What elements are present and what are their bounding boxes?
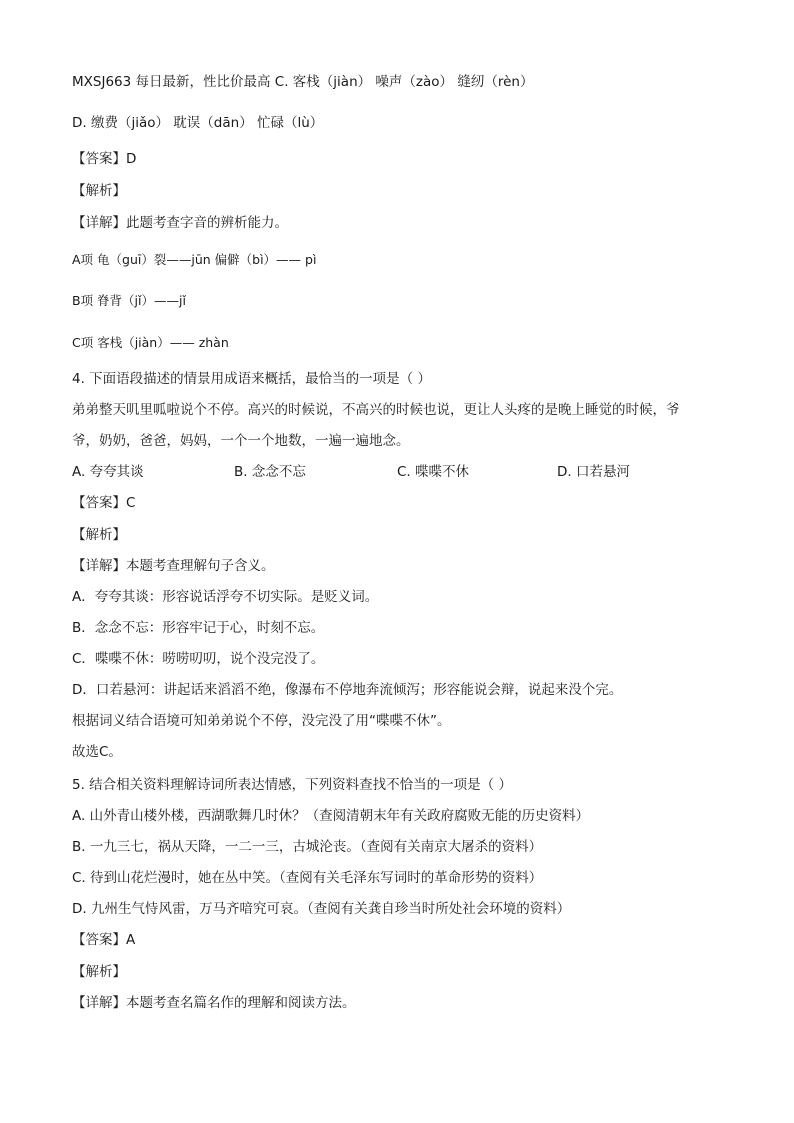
option-c-line: MXSJ663 每日最新，性比价最高 C. 客栈（jiàn） 噪声（zào） 缝纫（rèn） (72, 74, 534, 90)
question-4-option-b: B. 念念不忘 (234, 464, 306, 480)
question-4-option-a: A. 夸夸其谈 (72, 464, 144, 480)
question-4-option-d: D. 口若悬河 (557, 464, 630, 480)
analysis-label-3: 【解析】 (72, 964, 126, 980)
explain-a: A．夸夸其谈：形容说话浮夸不切实际。是贬义词。 (72, 589, 379, 605)
question-4-passage-1: 弟弟整天叽里呱啦说个不停。高兴的时候说，不高兴的时候也说，更让人头疼的是晚上睡觉的时候，爷 (72, 402, 680, 418)
question-5-title: 5. 结合相关资料理解诗词所表达情感，下列资料查找不恰当的一项是（ ） (72, 777, 512, 793)
answer-label-1: 【答案】D (72, 151, 137, 167)
analysis-label-1: 【解析】 (72, 183, 126, 199)
explain-b: B．念念不忘：形容牢记于心，时刻不忘。 (72, 620, 325, 636)
question-5-option-d: D. 九州生气恃风雷，万马齐喑究可哀。（查阅有关龚自珍当时所处社会环境的资料） (72, 901, 571, 917)
question-5-option-c: C. 待到山花烂漫时，她在丛中笑。（查阅有关毛泽东写词时的革命形势的资料） (72, 870, 543, 886)
question-4-title: 4. 下面语段描述的情景用成语来概括，最恰当的一项是（ ） (72, 371, 431, 387)
explain-item-a: A项 龟（guī）裂——jūn 偏僻（bì）—— pì (72, 252, 317, 267)
question-4-option-c: C. 喋喋不休 (397, 464, 470, 480)
option-d-line: D. 缴费（jiǎo） 耽误（dān） 忙碌（lù） (72, 115, 324, 131)
detail-2: 【详解】本题考查理解句子含义。 (72, 558, 275, 574)
choose-line: 故选C。 (72, 744, 122, 760)
detail-1: 【详解】此题考查字音的辨析能力。 (72, 215, 288, 231)
explain-item-b: B项 脊背（jǐ）——jǐ (72, 293, 186, 308)
explain-item-c: C项 客栈（jiàn）—— zhàn (72, 335, 229, 350)
detail-3: 【详解】本题考查名篇名作的理解和阅读方法。 (72, 995, 356, 1011)
answer-label-3: 【答案】A (72, 932, 136, 948)
analysis-label-2: 【解析】 (72, 527, 126, 543)
explain-d: D．口若悬河：讲起话来滔滔不绝，像瀑布不停地奔流倾泻；形容能说会辩，说起来没个完。 (72, 682, 623, 698)
question-5-option-b: B. 一九三七，祸从天降，一二一三，古城沦丧。（查阅有关南京大屠杀的资料） (72, 839, 543, 855)
explain-c: C．喋喋不休：唠唠叨叨，说个没完没了。 (72, 651, 325, 667)
question-5-option-a: A. 山外青山楼外楼，西湖歌舞几时休？（查阅清朝末年有关政府腐败无能的历史资料） (72, 808, 590, 824)
question-4-passage-2: 爷，奶奶，爸爸，妈妈，一个一个地数，一遍一遍地念。 (72, 433, 410, 449)
answer-label-2: 【答案】C (72, 495, 136, 511)
conclusion: 根据词义结合语境可知弟弟说个不停，没完没了用“喋喋不休”。 (72, 713, 451, 729)
